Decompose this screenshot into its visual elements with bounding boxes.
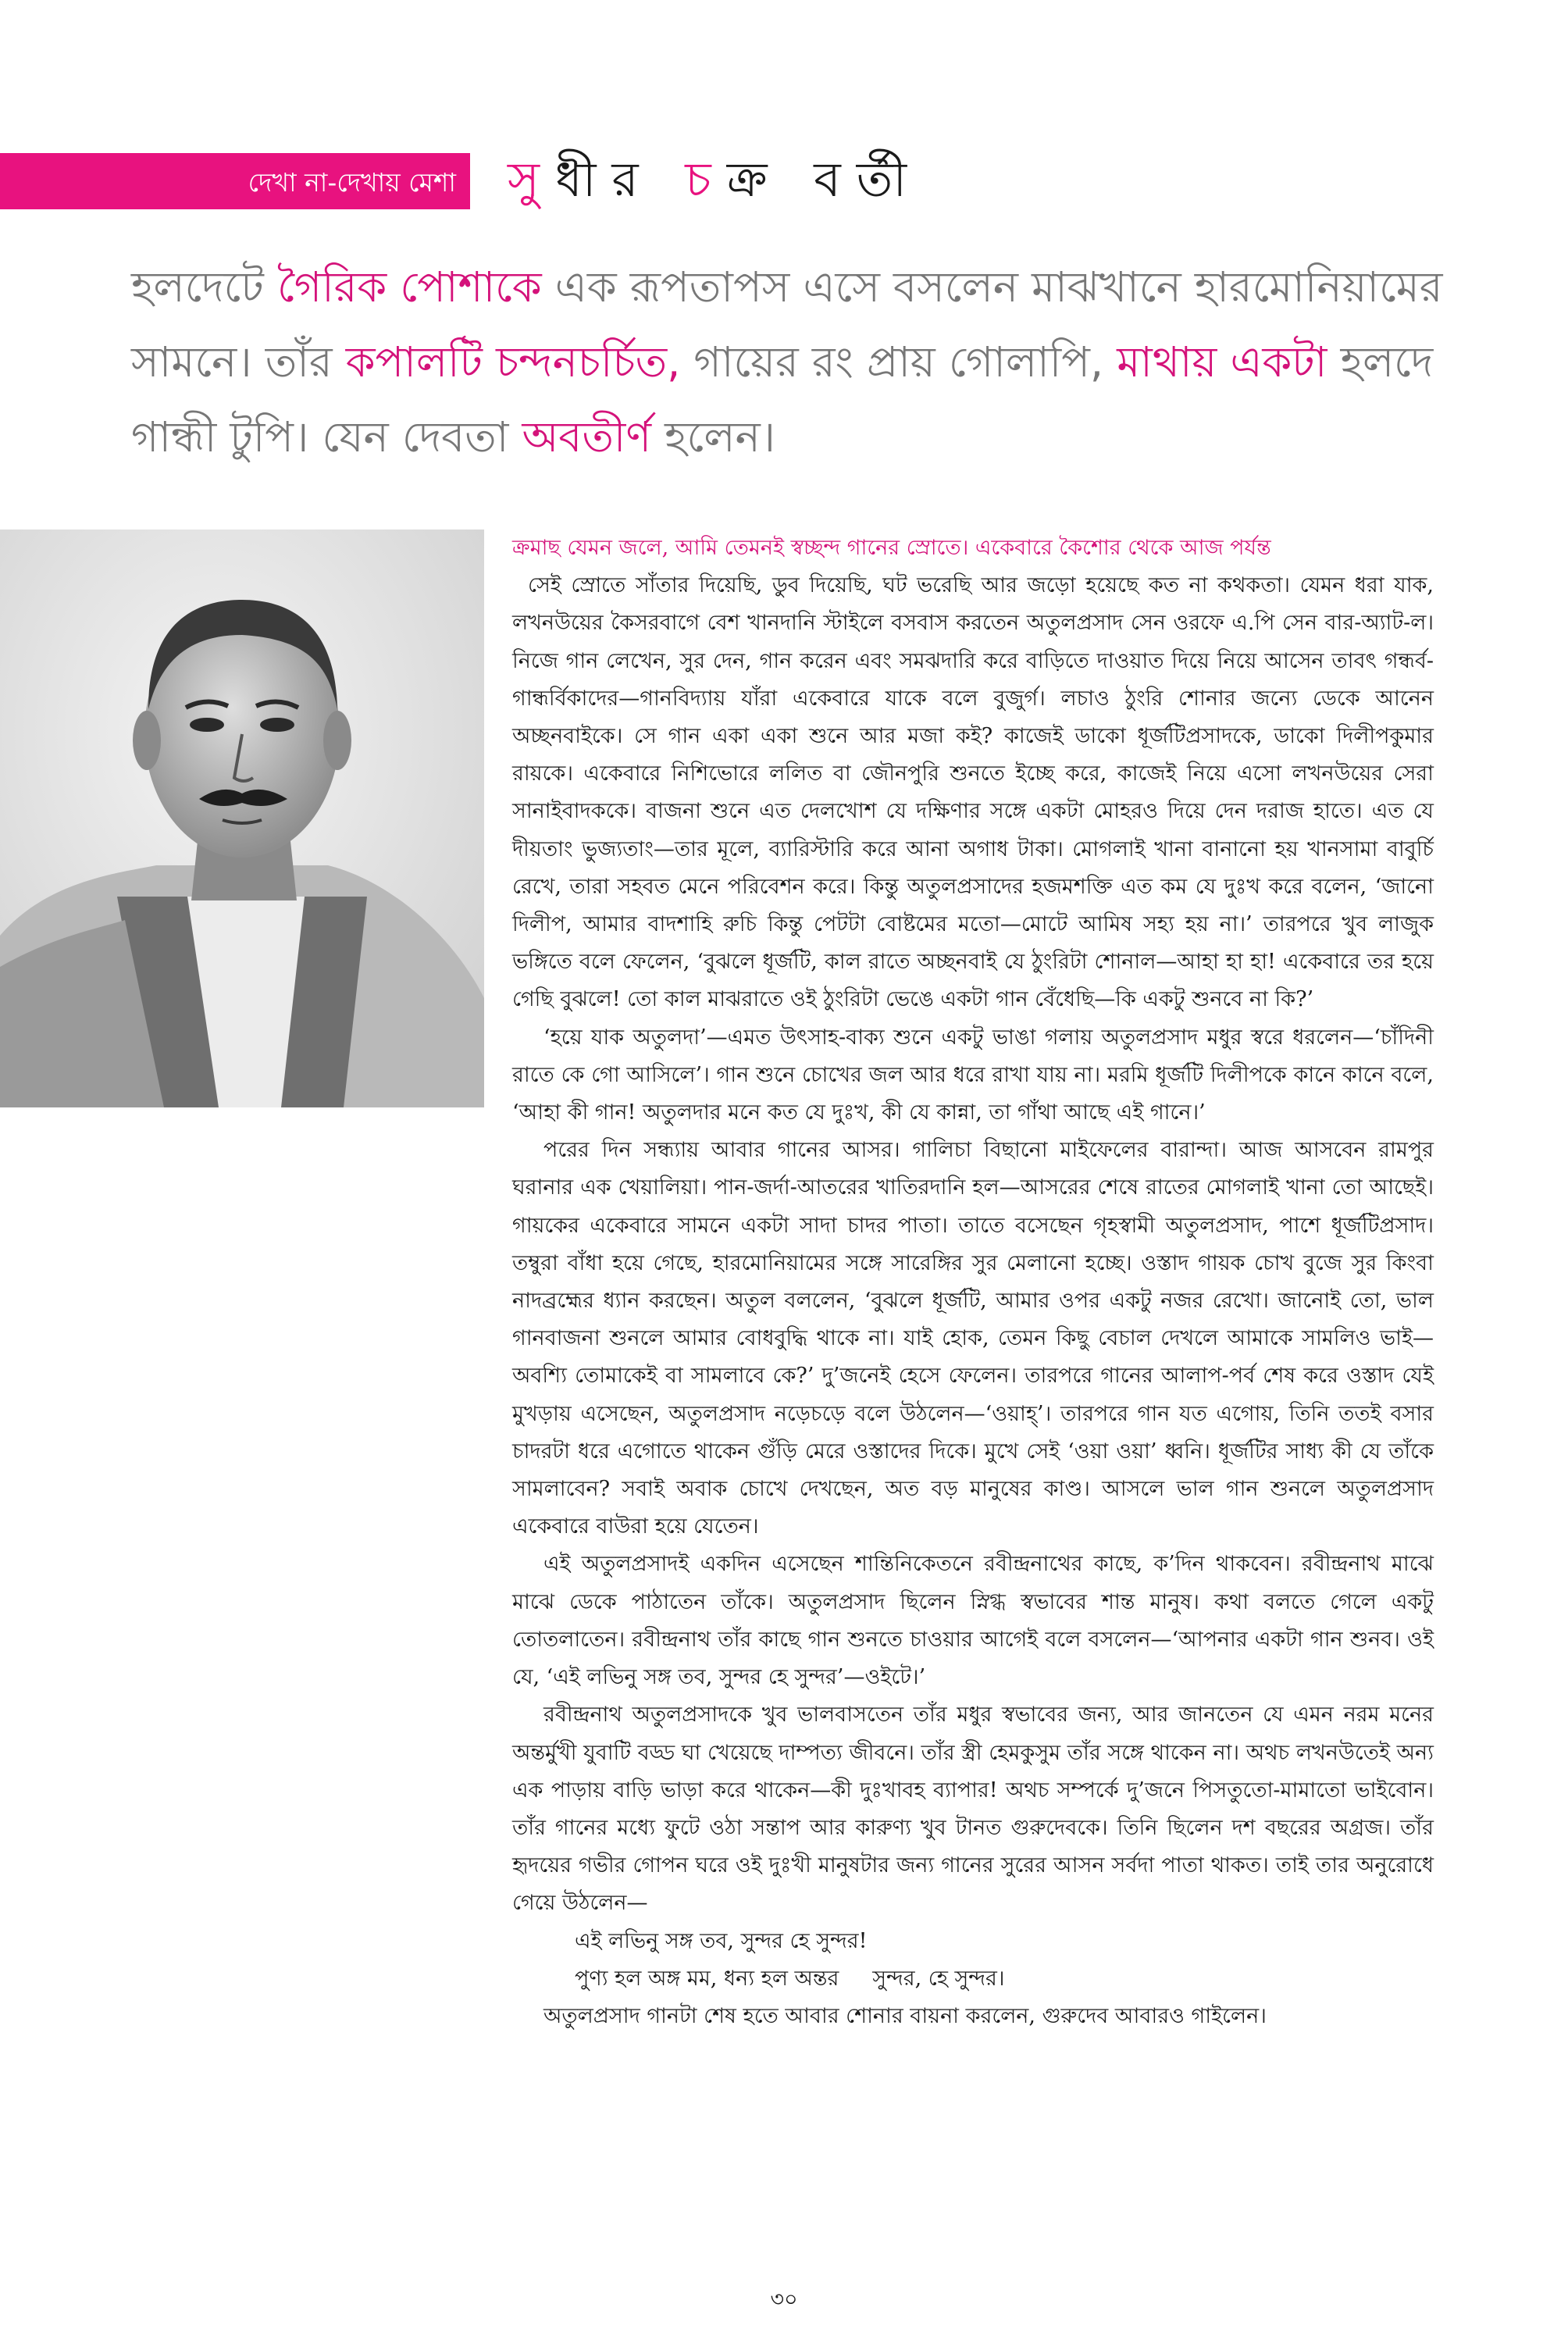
intro-text: গায়ের রং প্রায় গোলাপি, [680, 337, 1117, 387]
intro-text: এক রূপতাপস এসে বসলেন মাঝখানে হারমোনিয়ামের সামনে। তাঁর [131, 262, 1443, 387]
paragraph: অতুলপ্রসাদ গানটা শেষ হতে আবার শোনার বায়না করলেন, গুরুদেব আবারও গাইলেন। [543, 2003, 1267, 2028]
intro-text: হলদেটে [131, 262, 277, 312]
paragraph: ‘হয়ে যাক অতুলদা’—এমত উৎসাহ-বাক্য শুনে একটু ভাঙা গলায় অতুলপ্রসাদ মধুর স্বরে ধরলেন—‘চাঁদিনী রাতে কে গো আসিলে’। গান শুনে চোখের জল আর ধরে রাখা যায় না। মরমি ধূর্জটি দিলীপকে কানে কানে বলে, ‘আহা কী গান! অতুলদার মনে কত যে দুঃখ, কী যে কান্না, তা গাঁথা আছে এই গানে।’ [512, 1025, 1434, 1125]
intro-highlight: মাথায় একটা [1117, 337, 1327, 387]
paragraph: রবীন্দ্রনাথ অতুলপ্রসাদকে খুব ভালবাসতেন তাঁর মধুর স্বভাবের জন্য, আর জানতেন যে এমন নরম মনের অন্তর্মুখী যুবাটি বড্ড ঘা খেয়েছে দাম্পত্য জীবনে। তাঁর স্ত্রী হেমকুসুম তাঁর সঙ্গে থাকেন না। অথচ লখনউতেই অন্য এক পাড়ায় বাড়ি ভাড়া করে থাকেন—কী দুঃখাবহ ব্যাপার! অথচ সম্পর্কে দু’জনে পিসতুতো-মামাতো ভাইবোন। তাঁর গানের মধ্যে ফুটে ওঠা সন্তাপ আর কারুণ্য খুব টানত গুরুদেবকে। তিনি ছিলেন দশ বছরের অগ্রজ। তাঁর হৃদয়ের গভীর গোপন ঘরে ওই দুঃখী মানুষটার জন্য গানের সুরের আসন সর্বদা পাতা থাকত। তাই তার অনুরোধে গেয়ে উঠলেন— [512, 1703, 1434, 1916]
paragraph: সেই স্রোতে সাঁতার দিয়েছি, ডুব দিয়েছি, ঘট ভরেছি আর জড়ো হয়েছে কত না কথকতা। যেমন ধরা যাক, লখনউয়ের কৈসরবাগে বেশ খানদানি স্টাইলে বসবাস করতেন অতুলপ্রসাদ সেন ওরফে এ.পি সেন বার-অ্যাট-ল। নিজে গান লেখেন, সুর দেন, গান করেন এবং সমঝদারি করে বাড়িতে দাওয়াত দিয়ে নিয়ে আসেন তাবৎ গন্ধর্ব-গান্ধর্বিকাদের—গানবিদ্যায় যাঁরা একেবারে যাকে বলে বুজুর্গ। লচাও ঠুংরি শোনার জন্যে ডেকে আনেন অচ্ছনবাইকে। সে গান একা একা শুনে আর মজা কই? কাজেই ডাকো ধূর্জটিপ্রসাদকে, ডাকো দিলীপকুমার রায়কে। একেবারে নিশিভোরে ললিত বা জৌনপুরি শুনতে ইচ্ছে করে, কাজেই নিয়ে এসো লখনউয়ের সেরা সানাইবাদককে। বাজনা শুনে এত দেলখোশ যে দক্ষিণার সঙ্গে একটা মোহরও দিয়ে দেন দরাজ হাতে। এত যে দীয়তাং ভুজ্যতাং—তার মূলে, ব্যারিস্টারি করে আনা অগাধ টাকা। মোগলাই খানা বানানো হয় খানসামা বাবুর্চি রেখে, তারা সহবত মেনে পরিবেশন করে। কিন্তু অতুলপ্রসাদের হজমশক্তি এত কম যে দুঃখ করে বলেন, ‘জানো দিলীপ, আমার বাদশাহি রুচি কিন্তু পেটটা বোষ্টমের মতো—মোটে আমিষ সহ্য হয় না।’ তারপরে খুব লাজুক ভঙ্গিতে বলে ফেলেন, ‘বুঝলে ধূর্জটি, কাল রাতে অচ্ছনবাই যে ঠুংরিটা শোনাল—আহা হা হা! একেবারে তর হয়ে গেছি বুঝলে! তো কাল মাঝরাতে ওই ঠুংরিটা ভেঙে একটা গান বেঁধেছি—কি একটু শুনবে না কি?’ [512, 573, 1434, 1012]
author-name-part-2: ধীর [554, 151, 654, 208]
portrait-photo [0, 530, 484, 1107]
section-label: দেখা না-দেখায় মেশা [0, 153, 470, 209]
paragraph: পরের দিন সন্ধ্যায় আবার গানের আসর। গালিচা বিছানো মাইফেলের বারান্দা। আজ আসবেন রামপুর ঘরানার এক খেয়ালিয়া। পান-জর্দা-আতরের খাতিরদানি হল—আসরের শেষে রাতের মোগলাই খানা তো আছেই। গায়কের একেবারে সামনে একটা সাদা চাদর পাতা। তাতে বসেছেন গৃহস্বামী অতুলপ্রসাদ, পাশে ধূর্জটিপ্রসাদ। তম্বুরা বাঁধা হয়ে গেছে, হারমোনিয়ামের সঙ্গে সারেঙ্গির সুর মেলানো হচ্ছে। ওস্তাদ গায়ক চোখ বুজে সুর কিংবা নাদব্রহ্মের ধ্যান করছেন। অতুল বললেন, ‘বুঝলে ধূর্জটি, আমার ওপর একটু নজর রেখো। জানোই তো, ভাল গানবাজনা শুনলে আমার বোধবুদ্ধি থাকে না। যাই হোক, তেমন কিছু বেচাল দেখলে আমাকে সামলিও ভাই—অবশ্যি তোমাকেই বা সামলাবে কে?’ দু’জনেই হেসে ফেলেন। তারপরে গানের আলাপ-পর্ব শেষ করে ওস্তাদ যেই মুখড়ায় এসেছেন, অতুলপ্রসাদ নড়েচড়ে বলে উঠলেন—‘ওয়াহ্’। তারপরে গান যত এগোয়, তিনি ততই বসার চাদরটা ধরে এগোতে থাকেন গুঁড়ি মেরে ওস্তাদের দিকে। মুখে সেই ‘ওয়া ওয়া’ ধ্বনি। ধূর্জটির সাধ্য কী যে তাঁকে সামলাবেন? সবাই অবাক চোখে দেখছেন, অত বড় মানুষের কাণ্ড। আসলে ভাল গান শুনলে অতুলপ্রসাদ একেবারে বাউরা হয়ে যেতেন। [512, 1138, 1434, 1539]
page-number: ৩০ [770, 2288, 798, 2312]
portrait-illustration [0, 530, 484, 1107]
article-body [512, 530, 1434, 2035]
intro-pullquote [131, 250, 1443, 475]
lead-line: ক্রমাছ যেমন জলে, আমি তেমনই স্বচ্ছন্দ গানের স্রোতে। একেবারে কৈশোর থেকে আজ পর্যন্ত [512, 536, 1271, 560]
intro-text: হলদে গান্ধী টুপি। যেন দেবতা [131, 337, 1434, 462]
intro-highlight: কপালটি চন্দনচর্চিত, [345, 337, 681, 387]
intro-highlight: অবতীর্ণ [522, 412, 651, 462]
lyric-line: এই লভিনু সঙ্গ তব, সুন্দর হে সুন্দর! [575, 1928, 868, 1953]
lyric-line: পুণ্য হল অঙ্গ মম, ধন্য হল অন্তর সুন্দর, হে সুন্দর। [575, 1966, 1005, 1991]
author-name-part-3: চ [685, 151, 727, 208]
author-name-part-4: ক্র বর্তী [726, 151, 923, 208]
author-name [508, 147, 922, 212]
author-name-part-1: সু [508, 151, 555, 208]
intro-text: হলেন। [650, 412, 775, 462]
paragraph: এই অতুলপ্রসাদই একদিন এসেছেন শান্তিনিকেতনে রবীন্দ্রনাথের কাছে, ক’দিন থাকবেন। রবীন্দ্রনাথ মাঝে মাঝে ডেকে পাঠাতেন তাঁকে। অতুলপ্রসাদ ছিলেন স্নিগ্ধ স্বভাবের শান্ত মানুষ। কথা বলতে গেলে একটু তোতলাতেন। রবীন্দ্রনাথ তাঁর কাছে গান শুনতে চাওয়ার আগেই বলে বসলেন—‘আপনার একটা গান শুনব। ওই যে, ‘এই লভিনু সঙ্গ তব, সুন্দর হে সুন্দর’—ওইটে।’ [512, 1552, 1434, 1690]
intro-highlight: গৈরিক পোশাকে [276, 262, 542, 312]
song-lyrics [512, 1923, 1434, 1998]
